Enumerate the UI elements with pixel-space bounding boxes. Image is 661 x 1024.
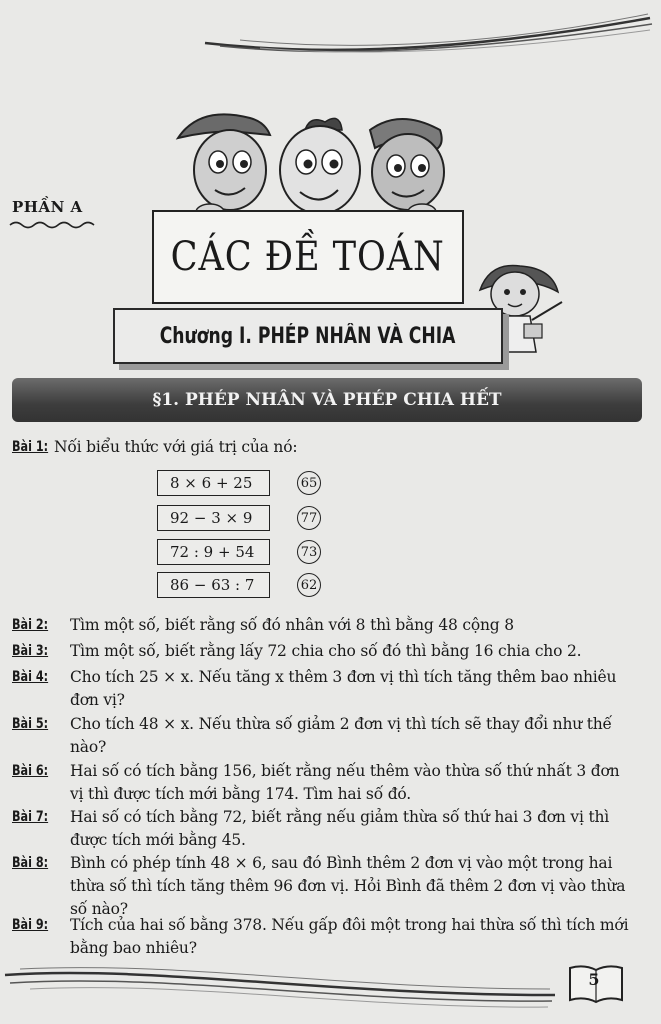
problem-5-text: Cho tích 48 × x. Nếu thừa số giảm 2 đơn vị thì tích sẽ thay đổi như thế nào?	[70, 715, 612, 756]
kids-illustration-icon	[170, 100, 460, 220]
problem-2-text: Tìm một số, biết rằng số đó nhân với 8 thì bằng 48 cộng 8	[70, 616, 514, 634]
problem-8-text: Bình có phép tính 48 × 6, sau đó Bình thêm 2 đơn vị vào một trong hai thừa số thì tích tăng thêm 96 đơn vị. Hỏi Bình đã thêm 2 đơn vị vào thừa số nào?	[70, 854, 626, 918]
value-circle: 65	[297, 471, 321, 495]
value-circle: 73	[297, 540, 321, 564]
section-bar	[12, 378, 642, 422]
problem-7-text: Hai số có tích bằng 72, biết rằng nếu giảm thừa số thứ hai 3 đơn vị thì được tích mới bằng 45.	[70, 808, 610, 849]
problem-1-label: Bài 1:	[12, 439, 49, 455]
problem-3-label: Bài 3:	[12, 643, 49, 659]
problem-4-text: Cho tích 25 × x. Nếu tăng x thêm 3 đơn vị thì tích tăng thêm bao nhiêu đơn vị?	[70, 668, 617, 709]
chapter-title: Chương I. PHÉP NHÂN VÀ CHIA	[160, 323, 456, 349]
part-label: PHẦN A	[12, 198, 83, 216]
bottom-swoosh-decoration	[0, 955, 560, 1015]
problem-9-text: Tích của hai số bằng 378. Nếu gấp đôi một trong hai thừa số thì tích mới bằng bao nhiêu?	[70, 916, 629, 957]
value-circle: 62	[297, 573, 321, 597]
problem-3-text: Tìm một số, biết rằng lấy 72 chia cho số đó thì bằng 16 chia cho 2.	[70, 642, 582, 660]
expression-box: 8 × 6 + 25	[157, 470, 270, 496]
problem-6-label: Bài 6:	[12, 763, 49, 779]
problem-8-label: Bài 8:	[12, 855, 49, 871]
problem-7-label: Bài 7:	[12, 809, 49, 825]
top-swoosh-decoration	[200, 8, 655, 58]
problem-2-label: Bài 2:	[12, 617, 49, 633]
section-title: §1. PHÉP NHÂN VÀ PHÉP CHIA HẾT	[152, 390, 502, 410]
page-number: 5	[588, 970, 600, 989]
problem-4-label: Bài 4:	[12, 669, 49, 685]
problem-5-label: Bài 5:	[12, 716, 49, 732]
problem-1-text: Nối biểu thức với giá trị của nó:	[54, 438, 298, 456]
expression-box: 86 − 63 : 7	[157, 572, 270, 598]
value-circle: 77	[297, 506, 321, 530]
page-title: CÁC ĐỀ TOÁN	[170, 234, 446, 280]
chapter-banner	[113, 308, 503, 364]
problem-6-text: Hai số có tích bằng 156, biết rằng nếu thêm vào thừa số thứ nhất 3 đơn vị thì được tích mới bằng 174. Tìm hai số đó.	[70, 762, 620, 803]
expression-box: 72 : 9 + 54	[157, 539, 270, 565]
problem-9-label: Bài 9:	[12, 917, 49, 933]
wave-underline-icon	[8, 220, 100, 230]
expression-box: 92 − 3 × 9	[157, 505, 270, 531]
title-box	[152, 210, 464, 304]
